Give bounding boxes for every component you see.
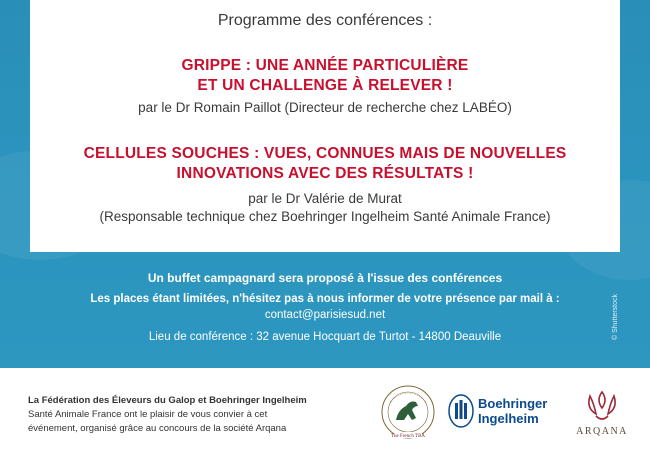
talk2-speaker-line2: (Responsable technique chez Boehringer Ingelheim Santé Animale France) [99,209,551,224]
boehringer-logo [448,394,560,434]
talk2-speaker-line1: par le Dr Valérie de Murat [248,191,402,206]
talk1-speaker: par le Dr Romain Paillot (Directeur de recherche chez LABÉO) [138,100,512,115]
programme-card [30,0,620,252]
talk1-title-line1: GRIPPE : UNE ANNÉE PARTICULIÈRE [181,57,469,74]
buffet-notice: Un buffet campagnard sera proposé à l'issue des conférences [147,271,503,285]
arqana-emblem-icon [572,386,632,426]
talk2-title [30,144,620,184]
arqana-name: ARQANA [576,426,628,437]
arqana-logo [572,386,632,442]
boehringer-building-icon [448,394,474,428]
contact-email-link[interactable]: contact@parisiesud.net [264,309,386,321]
talk1-title [30,56,620,96]
talk2-speaker [30,190,620,226]
footer-line1: La Fédération des Éleveurs du Galop et Boehringer Ingelheim [28,395,307,406]
photo-credit: © Shutterstock [612,293,619,340]
footer-invitation-text [28,394,328,436]
federation-logo [376,382,440,446]
talk2-title-line1: CELLULES SOUCHES : VUES, CONNUES MAIS DE NOUVELLES [83,145,567,162]
boehringer-name-line1: Boehringer [478,396,548,411]
registration-notice: Les places étant limitées, n'hésitez pas à nous informer de votre présence par mail à : [90,293,560,305]
boehringer-name-line2: Ingelheim [478,411,539,426]
footer-line2: Santé Animale France ont le plaisir de vous convier à cet [28,409,268,420]
footer-line3: événement, organisé grâce au concours de la société Arqana [28,423,287,434]
venue-address: Lieu de conférence : 32 avenue Hocquart de Turtot - 14800 Deauville [148,331,502,343]
federation-tagline: The French TBA [390,434,426,439]
talk2-title-line2: INNOVATIONS AVEC DES RÉSULTATS ! [176,165,474,182]
talk1-title-line2: ET UN CHALLENGE À RELEVER ! [197,77,453,94]
programme-heading: Programme des conférences : [217,12,433,29]
boehringer-name [478,396,547,426]
